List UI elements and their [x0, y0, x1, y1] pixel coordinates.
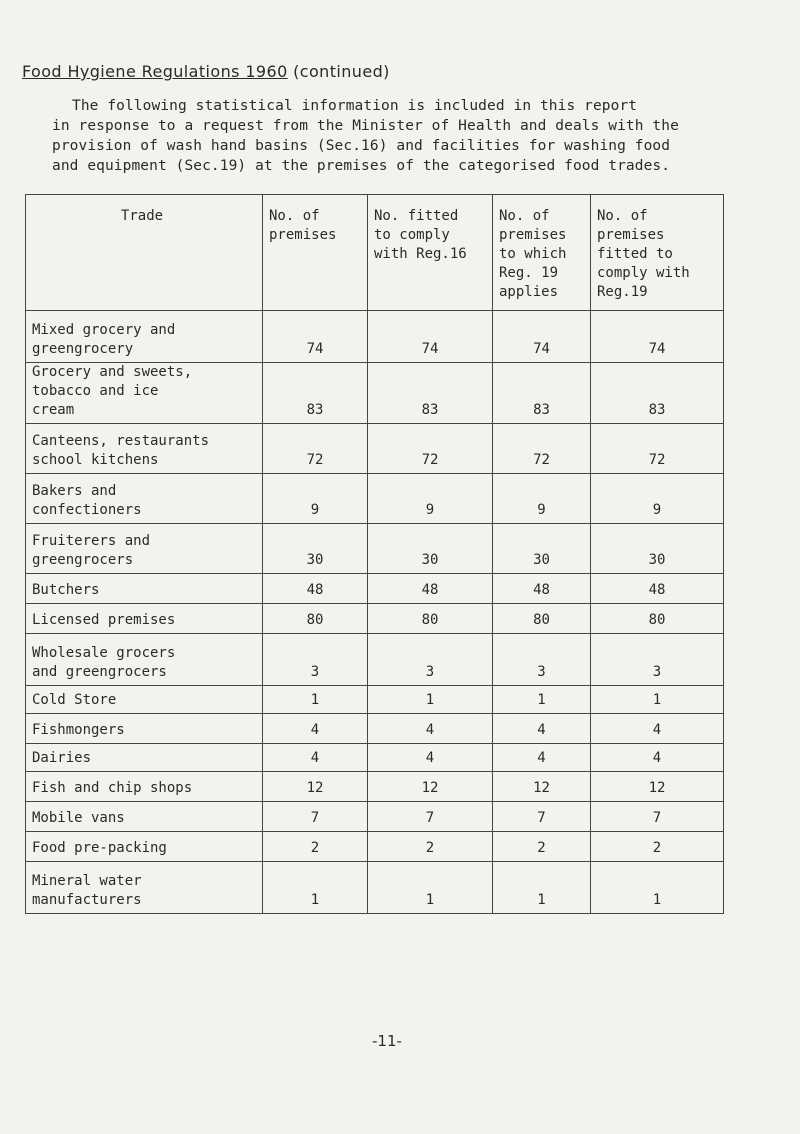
- trade-name-cell: Fruiterers and greengrocers: [26, 524, 263, 574]
- page-number: -11-: [372, 1032, 402, 1050]
- count-cell-premises: 9: [263, 474, 368, 524]
- count-cell-reg19-fitted: 30: [591, 524, 724, 574]
- table-row: [26, 772, 724, 802]
- count-cell-reg19-fitted: 74: [591, 311, 724, 363]
- count-cell-reg19-applies: 9: [493, 474, 591, 524]
- trade-name-cell: Licensed premises: [26, 604, 263, 634]
- intro-line: provision of wash hand basins (Sec.16) and facilities for washing food: [52, 138, 671, 154]
- count-cell-reg19-applies: 80: [493, 604, 591, 634]
- count-cell-reg16: 1: [368, 862, 493, 914]
- trade-name-cell: Food pre-packing: [26, 832, 263, 862]
- count-cell-reg16: 2: [368, 832, 493, 862]
- count-cell-reg16: 83: [368, 363, 493, 424]
- count-cell-reg19-fitted: 12: [591, 772, 724, 802]
- count-cell-reg19-applies: 7: [493, 802, 591, 832]
- trade-name-cell: Mineral water manufacturers: [26, 862, 263, 914]
- count-cell-reg19-fitted: 4: [591, 714, 724, 744]
- count-cell-premises: 80: [263, 604, 368, 634]
- table-row: [26, 604, 724, 634]
- table-row: [26, 474, 724, 524]
- trade-name-cell: Fish and chip shops: [26, 772, 263, 802]
- table-row: [26, 574, 724, 604]
- trade-name-cell: Dairies: [26, 744, 263, 772]
- count-cell-reg16: 4: [368, 744, 493, 772]
- table-row: [26, 311, 724, 363]
- count-cell-premises: 2: [263, 832, 368, 862]
- intro-line: and equipment (Sec.19) at the premises of the categorised food trades.: [52, 158, 671, 174]
- count-cell-reg19-applies: 1: [493, 686, 591, 714]
- count-cell-reg16: 74: [368, 311, 493, 363]
- count-cell-reg19-applies: 83: [493, 363, 591, 424]
- count-cell-reg19-applies: 4: [493, 714, 591, 744]
- count-cell-premises: 30: [263, 524, 368, 574]
- count-cell-reg19-fitted: 4: [591, 744, 724, 772]
- count-cell-reg16: 7: [368, 802, 493, 832]
- count-cell-premises: 4: [263, 744, 368, 772]
- count-cell-reg19-fitted: 80: [591, 604, 724, 634]
- count-cell-reg16: 72: [368, 424, 493, 474]
- table-row: [26, 524, 724, 574]
- count-cell-premises: 1: [263, 862, 368, 914]
- count-cell-reg16: 3: [368, 634, 493, 686]
- count-cell-reg16: 30: [368, 524, 493, 574]
- trade-name-cell: Butchers: [26, 574, 263, 604]
- table-row: [26, 424, 724, 474]
- table-row: [26, 363, 724, 424]
- count-cell-premises: 1: [263, 686, 368, 714]
- header-reg16: No. fitted to comply with Reg.16: [368, 195, 493, 311]
- table-header-row: [26, 195, 724, 311]
- statistics-table: [25, 194, 724, 914]
- table-row: [26, 634, 724, 686]
- count-cell-reg19-applies: 2: [493, 832, 591, 862]
- count-cell-reg19-applies: 3: [493, 634, 591, 686]
- count-cell-reg19-applies: 74: [493, 311, 591, 363]
- trade-name-cell: Cold Store: [26, 686, 263, 714]
- count-cell-reg19-fitted: 48: [591, 574, 724, 604]
- page-heading: [22, 62, 390, 81]
- count-cell-reg16: 4: [368, 714, 493, 744]
- count-cell-premises: 12: [263, 772, 368, 802]
- trade-name-cell: Canteens, restaurants school kitchens: [26, 424, 263, 474]
- heading-title: Food Hygiene Regulations 1960: [22, 62, 288, 81]
- trade-name-cell: Bakers and confectioners: [26, 474, 263, 524]
- count-cell-reg19-fitted: 72: [591, 424, 724, 474]
- trade-name-cell: Grocery and sweets, tobacco and ice cream: [26, 363, 263, 424]
- count-cell-reg19-applies: 4: [493, 744, 591, 772]
- count-cell-reg16: 12: [368, 772, 493, 802]
- count-cell-reg19-applies: 48: [493, 574, 591, 604]
- count-cell-premises: 7: [263, 802, 368, 832]
- trade-name-cell: Mixed grocery and greengrocery: [26, 311, 263, 363]
- trade-name-cell: Mobile vans: [26, 802, 263, 832]
- count-cell-premises: 4: [263, 714, 368, 744]
- intro-line: The following statistical information is included in this report: [72, 98, 638, 114]
- count-cell-premises: 74: [263, 311, 368, 363]
- header-reg19-applies: No. of premises to which Reg. 19 applies: [493, 195, 591, 311]
- count-cell-reg19-applies: 1: [493, 862, 591, 914]
- table-row: [26, 832, 724, 862]
- table-row: [26, 744, 724, 772]
- intro-line: in response to a request from the Minister of Health and deals with the: [52, 118, 679, 134]
- count-cell-premises: 48: [263, 574, 368, 604]
- count-cell-premises: 72: [263, 424, 368, 474]
- count-cell-premises: 3: [263, 634, 368, 686]
- count-cell-reg19-fitted: 1: [591, 862, 724, 914]
- table-row: [26, 714, 724, 744]
- count-cell-reg19-fitted: 2: [591, 832, 724, 862]
- count-cell-reg19-fitted: 9: [591, 474, 724, 524]
- count-cell-reg19-fitted: 83: [591, 363, 724, 424]
- count-cell-premises: 83: [263, 363, 368, 424]
- header-premises: No. of premises: [263, 195, 368, 311]
- trade-name-cell: Fishmongers: [26, 714, 263, 744]
- table-row: [26, 686, 724, 714]
- count-cell-reg19-applies: 12: [493, 772, 591, 802]
- count-cell-reg16: 80: [368, 604, 493, 634]
- heading-suffix: (continued): [293, 62, 390, 81]
- header-trade: Trade: [26, 195, 263, 311]
- count-cell-reg16: 1: [368, 686, 493, 714]
- count-cell-reg16: 9: [368, 474, 493, 524]
- count-cell-reg19-fitted: 3: [591, 634, 724, 686]
- count-cell-reg19-fitted: 7: [591, 802, 724, 832]
- count-cell-reg19-applies: 30: [493, 524, 591, 574]
- intro-paragraph: [52, 96, 772, 176]
- count-cell-reg19-fitted: 1: [591, 686, 724, 714]
- table-row: [26, 802, 724, 832]
- table-row: [26, 862, 724, 914]
- count-cell-reg16: 48: [368, 574, 493, 604]
- count-cell-reg19-applies: 72: [493, 424, 591, 474]
- trade-name-cell: Wholesale grocers and greengrocers: [26, 634, 263, 686]
- header-reg19-fitted: No. of premises fitted to comply with Reg.19: [591, 195, 724, 311]
